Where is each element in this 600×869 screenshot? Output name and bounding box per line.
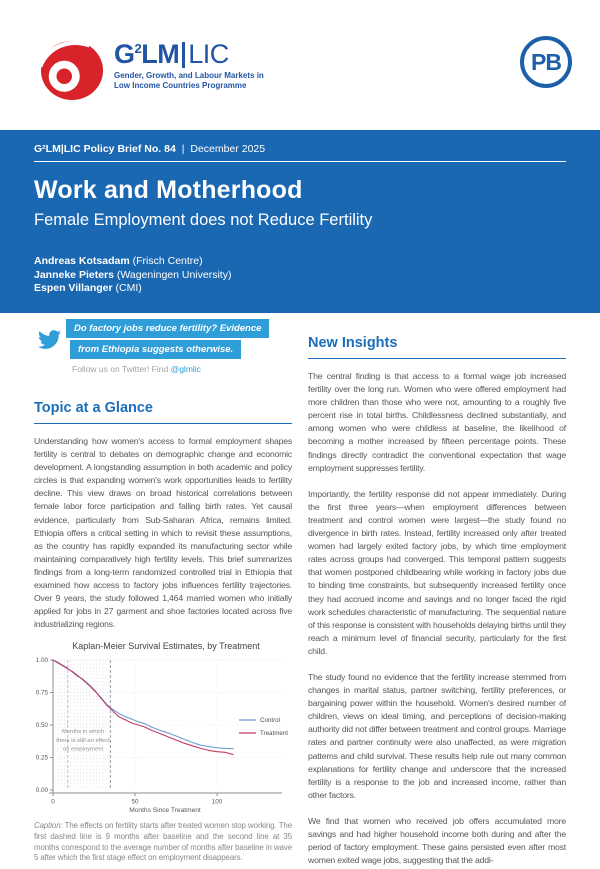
- svg-text:Control: Control: [260, 717, 280, 725]
- topic-paragraph: Understanding how women's access to formal employment shapes fertility is central to debates on demographic change and economic development. A longstanding assumption in both academic and policy circles is that expanding women's work opportunities leads to fertility decline. This view draws on broad historical correlations between female labor force participation and falling birth rates. Yet causal evidence, particularly from Sub-Saharan Africa, remains limited. Ethiopia offers a critical setting in which to revisit these assumptions, as the country has rapidly expanded its manufacturing sector while maintaining comparatively high fertility levels. This brief summarizes findings from a long-term randomized controlled trial in Ethiopia that examined how access to factory jobs influences fertility trajectories. Over 9 years, the study followed 1,464 married women who initially applied for jobs in 27 garment and shoe factories located across five industrializing regions.: [34, 436, 292, 630]
- caption-text: The effects on fertility starts after treated women stop working. The first dashed line is 9 months after baseline and the second line at 35 months correspond to the average number of months after baseline in wave 5 after which the first stage effect on employment disappears.: [34, 821, 292, 863]
- km-chart: [34, 641, 292, 816]
- twitter-icon: [36, 328, 63, 351]
- tweet-line-1: Do factory jobs reduce fertility? Evidence: [66, 319, 269, 338]
- page-title: Work and Motherhood: [34, 176, 303, 204]
- svg-text:on employment: on employment: [62, 747, 104, 754]
- title-banner: [0, 130, 600, 313]
- svg-text:0.00: 0.00: [35, 787, 48, 795]
- insights-paragraph-4: We find that women who received job offers accumulated more savings and had higher household income both during and after the period of factory employment. These gains persisted even after most women exited wage jobs, suggesting that the addi-: [308, 815, 566, 866]
- caption-label: Caption:: [34, 821, 63, 831]
- chart-caption: [34, 821, 292, 863]
- svg-text:0: 0: [51, 798, 55, 806]
- authors: [34, 255, 566, 296]
- chart-title: Kaplan-Meier Survival Estimates, by Treatment: [72, 641, 260, 652]
- brand-lic: LIC: [188, 39, 229, 69]
- section-heading-topic: Topic at a Glance: [34, 400, 292, 424]
- brief-date: December 2025: [190, 143, 266, 155]
- right-column: [308, 313, 566, 867]
- section-heading-insights: New Insights: [308, 335, 566, 359]
- brand-logo-text: [114, 39, 264, 90]
- tweet-callout: [34, 319, 292, 374]
- svg-text:0.75: 0.75: [35, 690, 48, 698]
- author-affiliation: (CMI): [115, 282, 142, 294]
- svg-text:50: 50: [131, 798, 139, 806]
- brand-logo: [40, 39, 264, 101]
- meta-rule: [34, 161, 566, 162]
- insights-paragraph-1: The central finding is that access to a formal wage job increased fertility over the long run. Women who were offered employment had more children than those who were not, amounting to a roughly five percent rise in total births. Childlessness declined substantially, and among women who were childless at baseline, the likelihood of becoming a mother increased by fifteen percentage points. These findings directly contradict the conventional expectation that wage employment suppresses fertility.: [308, 371, 566, 473]
- brand-name: [114, 41, 264, 68]
- tweet-line-2: from Ethiopia suggests otherwise.: [70, 340, 241, 359]
- author-name: Janneke Pieters: [34, 268, 114, 281]
- brand-sup: 2: [134, 41, 142, 56]
- follow-text: Follow us on Twitter! Find: [72, 364, 171, 374]
- svg-text:Months in which: Months in which: [61, 729, 105, 736]
- svg-text:0.25: 0.25: [35, 755, 48, 763]
- header: [0, 0, 600, 130]
- pb-badge-label: PB: [531, 48, 561, 75]
- svg-text:100: 100: [211, 798, 223, 806]
- author-line: [34, 255, 566, 269]
- svg-text:there is still an effect: there is still an effect: [56, 738, 110, 745]
- brand-logo-icon: [40, 39, 104, 101]
- pb-badge: [520, 36, 572, 88]
- svg-text:Treatment: Treatment: [260, 730, 288, 738]
- svg-text:1.00: 1.00: [35, 657, 48, 665]
- brand-tagline-line2: Low Income Countries Programme: [114, 80, 247, 90]
- follow-line: [72, 364, 292, 374]
- brand-tagline: [114, 71, 264, 90]
- brand-tagline-line1: Gender, Growth, and Labour Markets in: [114, 71, 264, 80]
- author-affiliation: (Wageningen University): [116, 268, 232, 281]
- brand-g: G: [114, 39, 135, 69]
- insights-paragraph-2: Importantly, the fertility response did not appear immediately. During the first three years—when employment differences between treatment and control women were largest—the study found no divergence in birth rates. Instead, fertility increased only after treated women had largely exited factory jobs, by which time employment rates across groups had converged. This temporal pattern suggests that women postponed childbearing while working in factory jobs due to binding time constraints, but subsequently increased fertility once they had accrued income and savings and no longer faced the rigid work schedules characteristic of manufacturing. The sequential nature of this response is consistent with households delaying births until they reach a minimum level of financial security, particularly for the first child.: [308, 488, 566, 656]
- km-chart-svg: [25, 652, 295, 816]
- author-name: Espen Villanger: [34, 282, 113, 294]
- tweet-text: [66, 319, 292, 359]
- left-column: [34, 313, 292, 864]
- logo-pipe: [182, 42, 185, 68]
- brief-number: G²LM|LIC Policy Brief No. 84: [34, 143, 176, 155]
- author-line: [34, 282, 566, 296]
- page-subtitle: Female Employment does not Reduce Fertility: [34, 211, 373, 229]
- brief-meta: [34, 143, 566, 155]
- twitter-handle-link[interactable]: @glmlic: [170, 364, 201, 374]
- author-affiliation: (Frisch Centre): [132, 255, 203, 267]
- author-line: [34, 269, 566, 283]
- insights-paragraph-3: The study found no evidence that the fertility increase stemmed from changes in marital status, partner switching, fertility preferences, or bargaining power within the household. Women's desired number of children, views on ideal timing, and perceptions of decision-making authority did not differ between treatment and control groups. Marriage rates and partner continuity were also unaffected, as were migration patterns and child survival. These results help rule out many common explanations for fertility change and underscore that the increased fertility is a response to the job and increased income, rather than other factors.: [308, 671, 566, 800]
- svg-text:Months Since Treatment: Months Since Treatment: [129, 807, 201, 815]
- brand-lm: LM: [141, 39, 180, 69]
- svg-text:0.50: 0.50: [35, 722, 48, 730]
- author-name: Andreas Kotsadam: [34, 255, 130, 267]
- meta-separator: |: [181, 143, 185, 155]
